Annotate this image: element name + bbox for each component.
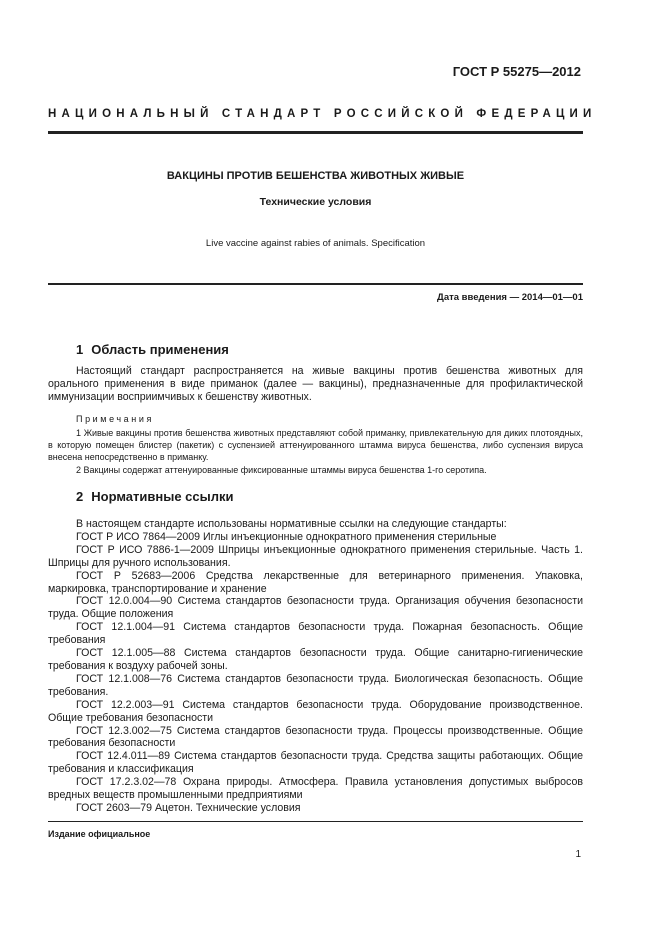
- standard-subtitle: Технические условия: [259, 196, 372, 208]
- reference-item: ГОСТ 12.2.003—91 Система стандартов безопасности труда. Оборудование производственное. Общие требования безопасности: [48, 698, 583, 724]
- reference-item: ГОСТ Р 52683—2006 Средства лекарственные для ветеринарного применения. Упаковка, маркировка, транспортирование и хранение: [48, 569, 583, 595]
- section-title: Область применения: [91, 342, 229, 357]
- document-code: ГОСТ Р 55275—2012: [452, 64, 581, 79]
- section-1-heading: [76, 342, 229, 357]
- page-number: 1: [575, 849, 581, 860]
- section-title: Нормативные ссылки: [91, 489, 234, 504]
- reference-item: ГОСТ 12.3.002—75 Система стандартов безопасности труда. Процессы производственные. Общие требования безопасности: [48, 724, 583, 750]
- reference-item: ГОСТ Р ИСО 7864—2009 Иглы инъекционные однократного применения стерильные: [76, 530, 497, 543]
- reference-item: ГОСТ Р ИСО 7886-1—2009 Шприцы инъекционные однократного применения стерильные. Часть 1. Шприцы для ручного использования.: [48, 543, 583, 569]
- notes-label: Примечания: [76, 414, 154, 424]
- official-edition-label: Издание официальное: [48, 829, 151, 839]
- section-number: 2: [76, 489, 84, 504]
- note-2: 2 Вакцины содержат аттенуированные фиксированные штаммы вируса бешенства 1-го серотипа.: [76, 465, 487, 475]
- footer-rule: [48, 821, 583, 822]
- normative-references-list: [48, 518, 583, 815]
- reference-item: ГОСТ 12.0.004—90 Система стандартов безопасности труда. Организация обучения безопасности труда. Общие положения: [48, 595, 583, 621]
- title-rule: [48, 283, 583, 285]
- reference-item: ГОСТ 2603—79 Ацетон. Технические условия: [76, 801, 301, 814]
- reference-item: ГОСТ 17.2.3.02—78 Охрана природы. Атмосфера. Правила установления допустимых выбросов вредных веществ промышленными предприятиями: [48, 776, 583, 802]
- section-number: 1: [76, 342, 84, 357]
- note-1: 1 Живые вакцины против бешенства животных представляют собой приманку, привлекательную для диких плотоядных, в которую помещен блистер (пакетик) с суспензией аттенуированного штамма вируса бешенства, либо суспензия вируса внесена непосредственно в приманку.: [48, 428, 583, 462]
- section-2-heading: [76, 489, 233, 504]
- header-rule: [48, 131, 583, 134]
- reference-item: ГОСТ 12.1.008—76 Система стандартов безопасности труда. Биологическая безопасность. Общие требования.: [48, 672, 583, 698]
- references-intro: В настоящем стандарте использованы нормативные ссылки на следующие стандарты:: [76, 518, 507, 530]
- reference-item: ГОСТ 12.1.005—88 Система стандартов безопасности труда. Общие санитарно-гигиенические требования к воздуху рабочей зоны.: [48, 647, 583, 672]
- national-standard-banner: НАЦИОНАЛЬНЫЙ СТАНДАРТ РОССИЙСКОЙ ФЕДЕРАЦИИ: [48, 108, 597, 120]
- standard-title: ВАКЦИНЫ ПРОТИВ БЕШЕНСТВА ЖИВОТНЫХ ЖИВЫЕ: [166, 170, 465, 182]
- introduction-date: Дата введения — 2014—01—01: [437, 292, 583, 303]
- english-title: Live vaccine against rabies of animals. Specification: [205, 238, 426, 249]
- reference-item: ГОСТ 12.4.011—89 Система стандартов безопасности труда. Средства защиты работающих. Общие требования и классификация: [48, 750, 583, 776]
- scope-paragraph: Настоящий стандарт распространяется на живые вакцины против бешенства животных для орального применения в виде приманок (далее — вакцины), предназначенные для профилактической иммунизации восприимчивых к бешенству животных.: [48, 365, 583, 403]
- reference-item: ГОСТ 12.1.004—91 Система стандартов безопасности труда. Пожарная безопасность. Общие требования: [48, 621, 583, 647]
